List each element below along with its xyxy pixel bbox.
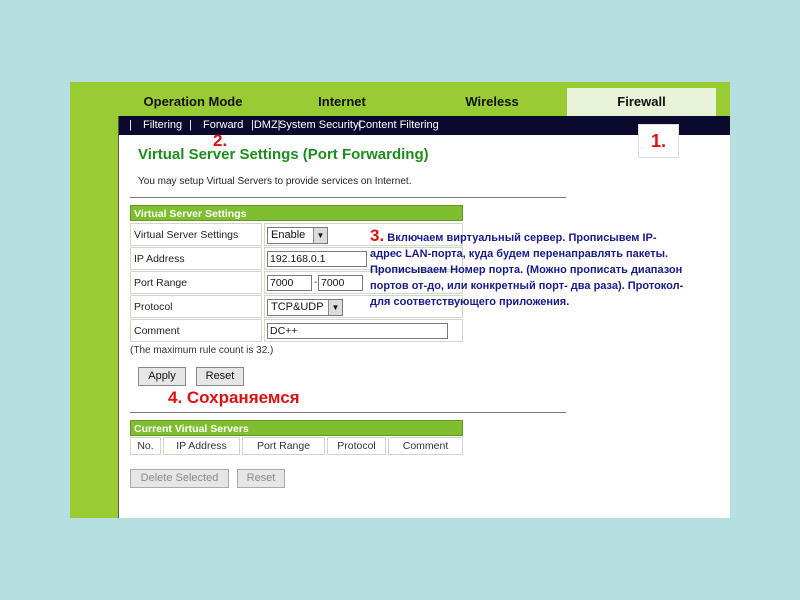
virtual-server-enable-select[interactable] <box>267 227 328 244</box>
column-header-no: No. <box>130 437 161 455</box>
page-description: You may setup Virtual Servers to provide services on Internet. <box>138 176 412 187</box>
chevron-down-icon: ▼ <box>328 300 342 315</box>
comment-input[interactable]: DC++ <box>267 323 448 339</box>
port-from-input[interactable]: 7000 <box>267 275 312 291</box>
subnav-separator: | <box>189 119 192 131</box>
annotation-step-3-number: 3. <box>370 226 385 245</box>
page-title: Virtual Server Settings (Port Forwarding) <box>138 146 429 163</box>
subnav-filtering-link[interactable]: Filtering <box>143 119 183 131</box>
subnav-content-filtering-link[interactable]: Content Filtering <box>358 119 439 131</box>
subnav-separator: | <box>129 119 132 131</box>
comment-row <box>130 319 463 343</box>
port-to-input[interactable]: 7000 <box>318 275 363 291</box>
left-divider <box>118 116 119 518</box>
port-range-label: Port Range <box>130 271 262 294</box>
tab-operation-mode[interactable]: Operation Mode <box>143 94 243 109</box>
protocol-value: TCP&UDP <box>271 301 324 313</box>
ip-address-input[interactable]: 192.168.0.1 <box>267 251 367 267</box>
settings-section-header: Virtual Server Settings <box>130 205 463 221</box>
current-servers-header: Current Virtual Servers <box>130 420 463 436</box>
annotation-step-1: 1. <box>638 124 679 158</box>
delete-selected-button[interactable]: Delete Selected <box>130 469 229 488</box>
subnav-dmz-link[interactable]: |DMZ| <box>251 119 281 131</box>
ip-address-label: IP Address <box>130 247 262 270</box>
column-header-ip-address: IP Address <box>163 437 240 455</box>
chevron-down-icon: ▼ <box>313 228 327 243</box>
column-header-port-range: Port Range <box>242 437 325 455</box>
divider <box>130 197 566 198</box>
reset-button[interactable]: Reset <box>196 367 244 386</box>
protocol-select[interactable] <box>267 299 343 316</box>
port-range-dash: - <box>314 277 318 288</box>
virtual-server-label: Virtual Server Settings <box>130 223 262 246</box>
subnav-system-security-link[interactable]: System Security| <box>279 119 362 131</box>
tab-firewall[interactable]: Firewall <box>567 88 716 116</box>
annotation-step-3-text: Включаем виртуальный сервер. Прописывем IP- адрес LAN-порта, куда будем перенаправлять пакеты. Прописываем Номер порта. (Можно прописать диапазон портов от-до, или конкретный порт- два раза). Протокол- для соответствующего приложения. <box>370 232 684 308</box>
column-header-comment: Comment <box>388 437 463 455</box>
annotation-step-2: 2. <box>213 131 228 150</box>
max-rule-note: (The maximum rule count is 32.) <box>130 345 274 356</box>
column-header-protocol: Protocol <box>327 437 386 455</box>
comment-label: Comment <box>130 319 262 342</box>
tab-internet[interactable]: Internet <box>318 94 366 109</box>
comment-value-cell <box>264 319 463 342</box>
left-sidebar-strip <box>70 116 118 518</box>
current-reset-button[interactable]: Reset <box>237 469 285 488</box>
tab-wireless[interactable]: Wireless <box>465 94 519 109</box>
annotation-step-3 <box>370 228 685 310</box>
virtual-server-enable-value: Enable <box>271 229 306 241</box>
divider <box>130 412 566 413</box>
subnav-forward-link[interactable]: Forward <box>203 119 244 131</box>
protocol-label: Protocol <box>130 295 262 318</box>
apply-button[interactable]: Apply <box>138 367 186 386</box>
annotation-step-4: 4. Сохраняемся <box>168 388 300 407</box>
